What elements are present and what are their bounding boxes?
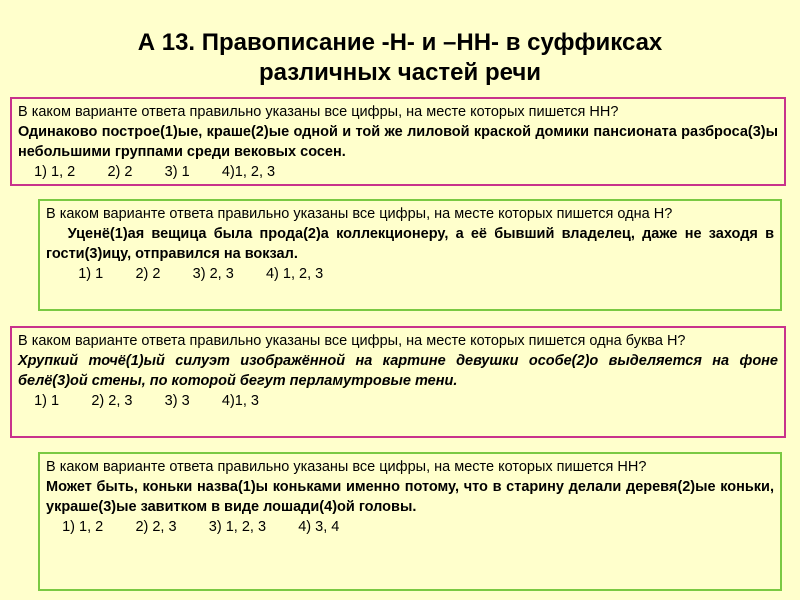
task-answers: 1) 1 2) 2, 3 3) 3 4)1, 3 — [18, 393, 259, 409]
task-answers: 1) 1, 2 2) 2 3) 1 4)1, 2, 3 — [18, 164, 276, 180]
task-sentence: Уценё(1)ая вещица была прода(2)а коллекционеру, а её бывший владелец, даже не заходя в гости(3)ицу, отправился на вокзал. — [46, 226, 779, 262]
title-line-2: различных частей речи — [258, 59, 542, 86]
task-question: В каком варианте ответа правильно указаны все цифры, на месте которых пишется НН? — [46, 459, 647, 475]
task-sentence: Может быть, коньки назва(1)ы коньками именно потому, что в старину делали деревя(2)ые коньки, украше(3)ые завитком в виде лошади(4)ой головы. — [46, 479, 774, 515]
task-question: В каком варианте ответа правильно указаны все цифры, на месте которых пишется одна буква Н? — [18, 333, 686, 349]
task-question: В каком варианте ответа правильно указаны все цифры, на месте которых пишется НН? — [18, 104, 619, 120]
page-title — [0, 28, 800, 88]
task-answers: 1) 1, 2 2) 2, 3 3) 1, 2, 3 4) 3, 4 — [46, 519, 340, 535]
task-card-2 — [38, 199, 782, 311]
task-sentence: Одинаково построе(1)ые, краше(2)ые одной и той же лиловой краской домики пансионата разброса(3)ы небольшими группами среди вековых сосен. — [18, 124, 778, 160]
task-card-1 — [10, 97, 786, 186]
task-question: В каком варианте ответа правильно указаны все цифры, на месте которых пишется одна Н? — [46, 206, 673, 222]
task-sentence: Хрупкий точё(1)ый силуэт изображённой на картине девушки особе(2)о выделяется на фоне белё(3)ой стены, по которой бегут перламутровые тени. — [18, 353, 778, 389]
task-answers: 1) 1 2) 2 3) 2, 3 4) 1, 2, 3 — [46, 266, 324, 282]
task-card-4 — [38, 452, 782, 591]
task-card-3 — [10, 326, 786, 438]
title-line-1: А 13. Правописание -Н- и –НН- в суффиксах — [137, 29, 663, 56]
